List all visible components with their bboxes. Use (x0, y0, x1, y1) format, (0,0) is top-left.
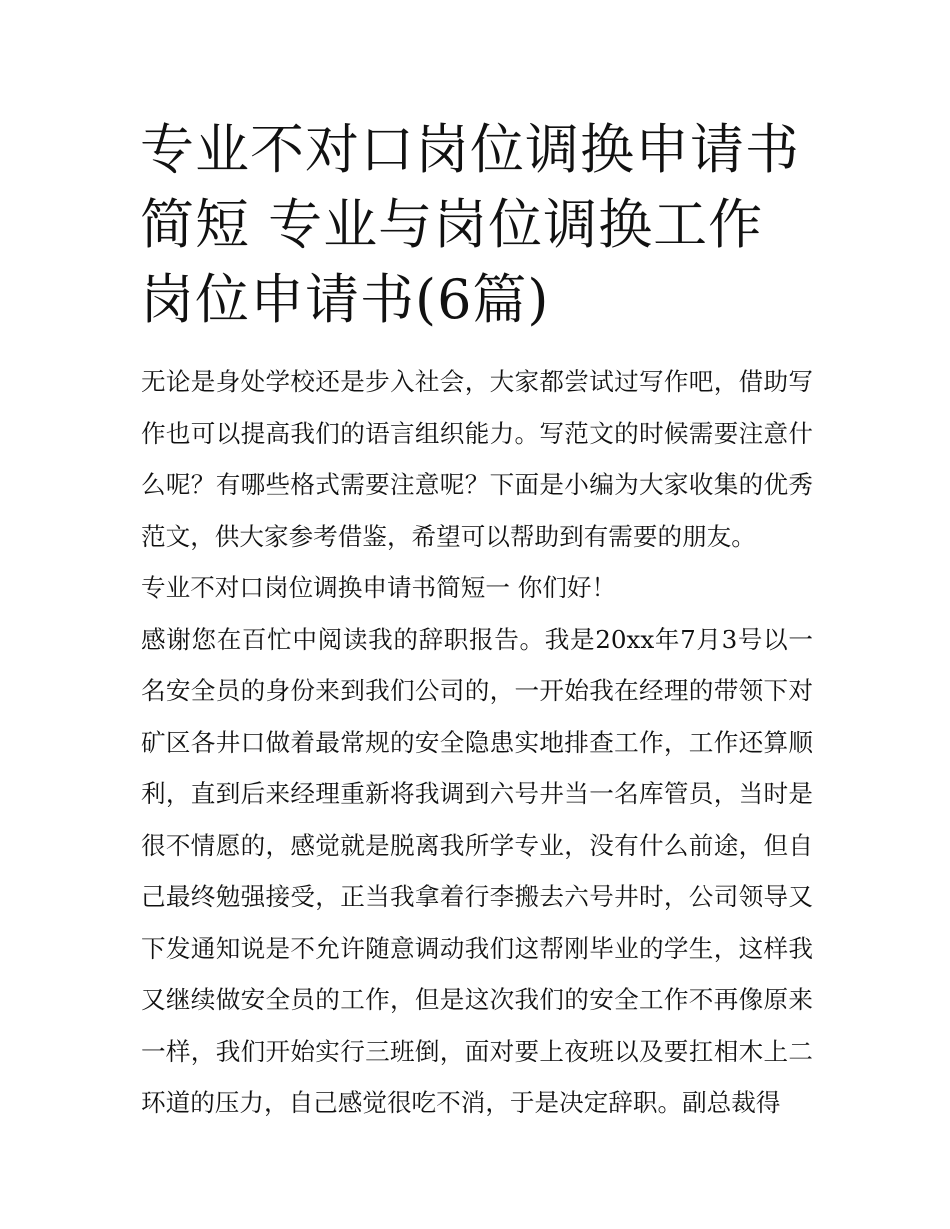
section-heading-paragraph: 专业不对口岗位调换申请书简短一 你们好！ (141, 573, 617, 602)
intro-paragraph: 无论是身处学校还是步入社会，大家都尝试过写作吧，借助写作也可以提高我们的语言组织能力。写范文的时候需要注意什么呢？有哪些格式需要注意呢？下面是小编为大家收集的优秀范文，供大家参考借鉴，希望可以帮助到有需要的朋友。 (141, 367, 813, 551)
document-title: 专业不对口岗位调换申请书简短 专业与岗位调换工作岗位申请书(6篇) (140, 118, 800, 331)
document-body (141, 356, 813, 1129)
letter-paragraph: 感谢您在百忙中阅读我的辞职报告。我是20xx年7月3号以一名安全员的身份来到我们公司的，一开始我在经理的带领下对矿区各井口做着最常规的安全隐患实地排查工作，工作还算顺利，直到后来经理重新将我调到六号井当一名库管员，当时是很不情愿的，感觉就是脱离我所学专业，没有什么前途，但自己最终勉强接受，正当我拿着行李搬去六号井时，公司领导又下发通知说是不允许随意调动我们这帮刚毕业的学生，这样我又继续做安全员的工作，但是这次我们的安全工作不再像原来一样，我们开始实行三班倒，面对要上夜班以及要扛相木上二环道的压力，自己感觉很吃不消，于是决定辞职。副总裁得 (141, 624, 813, 1117)
